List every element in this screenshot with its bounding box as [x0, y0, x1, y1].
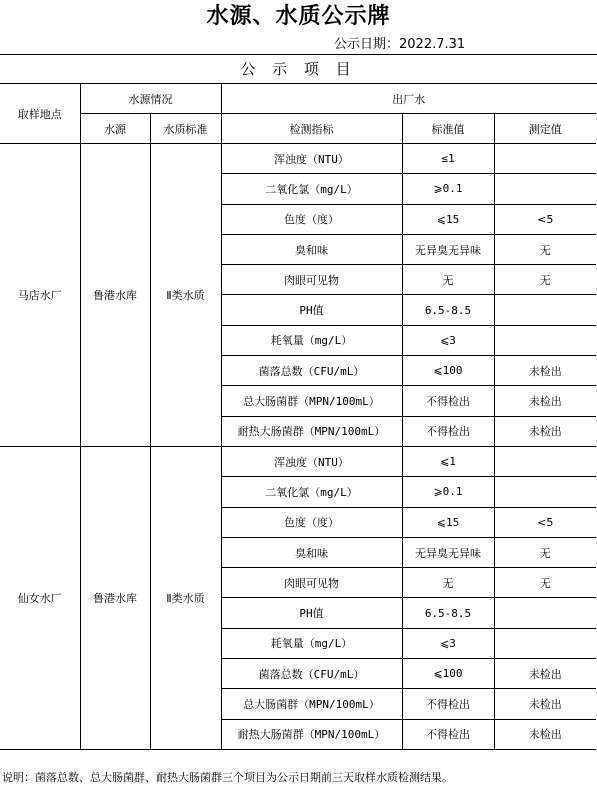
indicator-cell: 耐热大肠菌群（MPN/100mL）: [221, 719, 402, 749]
indicator-cell: 臭和味: [221, 234, 402, 264]
header-site: 取样地点: [0, 84, 80, 144]
quality-standard-cell: Ⅱ类水质: [150, 144, 221, 447]
site-cell: 马店水厂: [0, 144, 80, 447]
standard-value-cell: 不得检出: [402, 386, 494, 416]
measured-value-cell: [494, 144, 596, 174]
standard-value-cell: ⩽3: [402, 628, 494, 658]
indicator-cell: 二氧化氯（mg/L）: [221, 174, 402, 204]
indicator-cell: 浑浊度（NTU）: [221, 144, 402, 174]
header-water-source-info: 水源情况: [80, 84, 221, 114]
measured-value-cell: 未检出: [494, 689, 596, 719]
measured-value-cell: 无: [494, 265, 596, 295]
measured-value-cell: 未检出: [494, 416, 596, 446]
standard-value-cell: 无: [402, 265, 494, 295]
standard-value-cell: 6.5-8.5: [402, 295, 494, 325]
source-cell: 鲁港水库: [80, 446, 150, 749]
standard-value-cell: 无异臭无异味: [402, 537, 494, 567]
measured-value-cell: [494, 628, 596, 658]
indicator-cell: 色度（度）: [221, 204, 402, 234]
indicator-cell: PH值: [221, 295, 402, 325]
measured-value-cell: <5: [494, 507, 596, 537]
indicator-cell: 浑浊度（NTU）: [221, 446, 402, 476]
standard-value-cell: 无: [402, 568, 494, 598]
header-quality-standard: 水质标准: [150, 114, 221, 144]
measured-value-cell: [494, 477, 596, 507]
header-measured-value: 测定值: [494, 114, 596, 144]
measured-value-cell: [494, 174, 596, 204]
measured-value-cell: 无: [494, 234, 596, 264]
table-row: [0, 144, 596, 174]
indicator-cell: 肉眼可见物: [221, 265, 402, 295]
standard-value-cell: ⩽15: [402, 507, 494, 537]
measured-value-cell: [494, 598, 596, 628]
indicator-cell: 臭和味: [221, 537, 402, 567]
measured-value-cell: 无: [494, 537, 596, 567]
indicator-cell: 菌落总数（CFU/mL）: [221, 659, 402, 689]
site-cell: 仙女水厂: [0, 446, 80, 749]
standard-value-cell: ≤1: [402, 144, 494, 174]
indicator-cell: 耗氧量（mg/L）: [221, 628, 402, 658]
standard-value-cell: ⩽1: [402, 446, 494, 476]
section-header: 公 示 项 目: [0, 54, 597, 84]
measured-value-cell: [494, 325, 596, 355]
publish-date: 公示日期：2022.7.31: [334, 37, 466, 52]
header-factory-water: 出厂水: [221, 84, 596, 114]
indicator-cell: 菌落总数（CFU/mL）: [221, 356, 402, 386]
header-indicator: 检测指标: [221, 114, 402, 144]
quality-standard-cell: Ⅱ类水质: [150, 446, 221, 749]
standard-value-cell: ⩽100: [402, 659, 494, 689]
standard-value-cell: ⩽100: [402, 356, 494, 386]
measured-value-cell: 无: [494, 568, 596, 598]
indicator-cell: 耐热大肠菌群（MPN/100mL）: [221, 416, 402, 446]
indicator-cell: 二氧化氯（mg/L）: [221, 477, 402, 507]
header-source: 水源: [80, 114, 150, 144]
indicator-cell: 肉眼可见物: [221, 568, 402, 598]
measured-value-cell: 未检出: [494, 659, 596, 689]
indicator-cell: 总大肠菌群（MPN/100mL）: [221, 689, 402, 719]
standard-value-cell: 无异臭无异味: [402, 234, 494, 264]
header-standard-value: 标准值: [402, 114, 494, 144]
standard-value-cell: 不得检出: [402, 416, 494, 446]
water-quality-table: [0, 83, 596, 750]
measured-value-cell: 未检出: [494, 356, 596, 386]
indicator-cell: 耗氧量（mg/L）: [221, 325, 402, 355]
indicator-cell: PH值: [221, 598, 402, 628]
measured-value-cell: 未检出: [494, 386, 596, 416]
standard-value-cell: ⩾0.1: [402, 174, 494, 204]
standard-value-cell: ⩾0.1: [402, 477, 494, 507]
footnote: 说明：菌落总数、总大肠菌群、耐热大肠菌群三个项目为公示日期前三天取样水质检测结果。: [2, 771, 453, 784]
standard-value-cell: ⩽15: [402, 204, 494, 234]
page-title: 水源、水质公示牌: [206, 4, 391, 29]
standard-value-cell: 不得检出: [402, 689, 494, 719]
indicator-cell: 色度（度）: [221, 507, 402, 537]
standard-value-cell: 不得检出: [402, 719, 494, 749]
indicator-cell: 总大肠菌群（MPN/100mL）: [221, 386, 402, 416]
source-cell: 鲁港水库: [80, 144, 150, 447]
measured-value-cell: [494, 446, 596, 476]
table-row: [0, 446, 596, 476]
standard-value-cell: 6.5-8.5: [402, 598, 494, 628]
measured-value-cell: 未检出: [494, 719, 596, 749]
standard-value-cell: ⩽3: [402, 325, 494, 355]
measured-value-cell: [494, 295, 596, 325]
measured-value-cell: <5: [494, 204, 596, 234]
